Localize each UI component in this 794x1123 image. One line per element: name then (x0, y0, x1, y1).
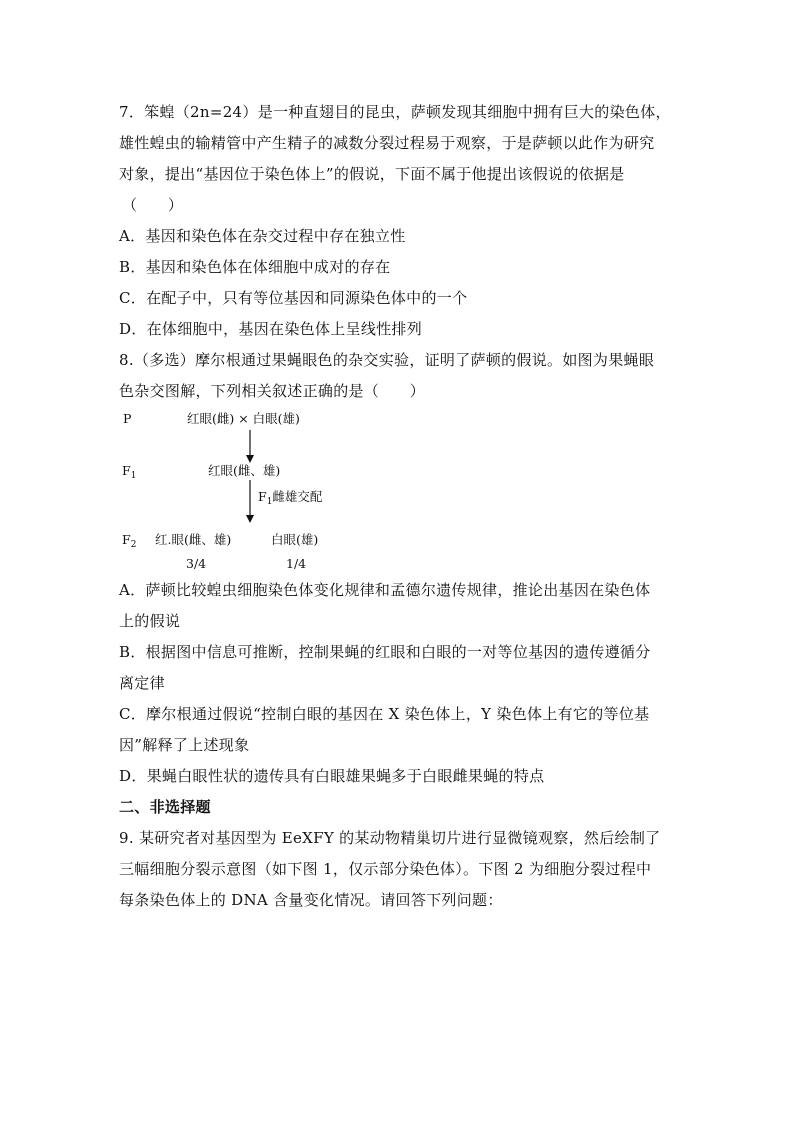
cross-diagram (115, 405, 375, 575)
diagram-f2-right-ratio: 1/4 (286, 556, 307, 571)
q8-stem-line-2: 色杂交图解，下列相关叙述正确的是（ ） (119, 382, 426, 400)
q8-option-b-line-1: B．根据图中信息可推断，控制果蝇的红眼和白眼的一对等位基因的遗传遵循分 (119, 643, 651, 661)
q9-stem-line-1: 9. 某研究者对基因型为 EeXFY 的某动物精巢切片进行显微镜观察，然后绘制了 (119, 829, 661, 847)
q8-option-b-line-2: 离定律 (119, 674, 165, 692)
diagram-f2-left-ratio: 3/4 (186, 556, 207, 571)
diagram-p-cross: 红眼(雌) × 白眼(雄) (187, 411, 300, 426)
arrow-p-to-f1-head (246, 455, 254, 463)
q8-stem-line-1: 8.（多选）摩尔根通过果蝇眼色的杂交实验，证明了萨顿的假说。如图为果蝇眼 (119, 351, 655, 369)
section-heading: 二、非选择题 (119, 798, 211, 816)
diagram-mating-label: $F_1$雌雄交配 (258, 489, 323, 507)
q8-option-a-line-2: 上的假说 (119, 612, 181, 630)
q9-stem-line-2: 三幅细胞分裂示意图（如下图 1，仅示部分染色体）。下图 2 为细胞分裂过程中 (119, 860, 652, 878)
q7-stem-line-3: 对象，提出“基因位于染色体上”的假说，下面不属于他提出该假说的依据是 (119, 165, 625, 183)
diagram-f2-left: 红.眼(雌、雄) (155, 532, 232, 547)
diagram-f1-label: $F_1$ (122, 463, 137, 481)
q9-stem-line-3: 每条染色体上的 DNA 含量变化情况。请回答下列问题： (119, 891, 503, 909)
diagram-f1-text: 红眼(雌、雄) (208, 463, 281, 478)
q7-option-c: C．在配子中，只有等位基因和同源染色体中的一个 (119, 289, 468, 307)
diagram-f2-right: 白眼(雄) (271, 532, 319, 547)
q8-option-a-line-1: A．萨顿比较蝗虫细胞染色体变化规律和孟德尔遗传规律，推论出基因在染色体 (119, 581, 651, 599)
q7-option-d: D．在体细胞中，基因在染色体上呈线性排列 (119, 320, 423, 338)
q8-option-c-line-2: 因”解释了上述现象 (119, 736, 250, 754)
diagram-p-label: P (123, 411, 132, 426)
q8-option-c-line-1: C．摩尔根通过假说“控制白眼的基因在 X 染色体上，Y 染色体上有它的等位基 (119, 705, 650, 723)
q7-option-b: B．基因和染色体在体细胞中成对的存在 (119, 258, 391, 276)
diagram-arrows (115, 405, 375, 575)
q7-option-a: A．基因和染色体在杂交过程中存在独立性 (119, 227, 406, 245)
q7-stem-line-2: 雄性蝗虫的输精管中产生精子的减数分裂过程易于观察，于是萨顿以此作为研究 (119, 134, 655, 152)
q7-answer-blank: （ ） (122, 196, 184, 214)
arrow-f1-to-f2-head (246, 515, 254, 523)
q7-stem-line-1: 7．笨蝗（2n=24）是一种直翅目的昆虫，萨顿发现其细胞中拥有巨大的染色体， (119, 103, 671, 121)
diagram-f2-label: $F_2$ (122, 532, 137, 550)
q8-option-d: D．果蝇白眼性状的遗传具有白眼雄果蝇多于白眼雌果蝇的特点 (119, 767, 545, 785)
